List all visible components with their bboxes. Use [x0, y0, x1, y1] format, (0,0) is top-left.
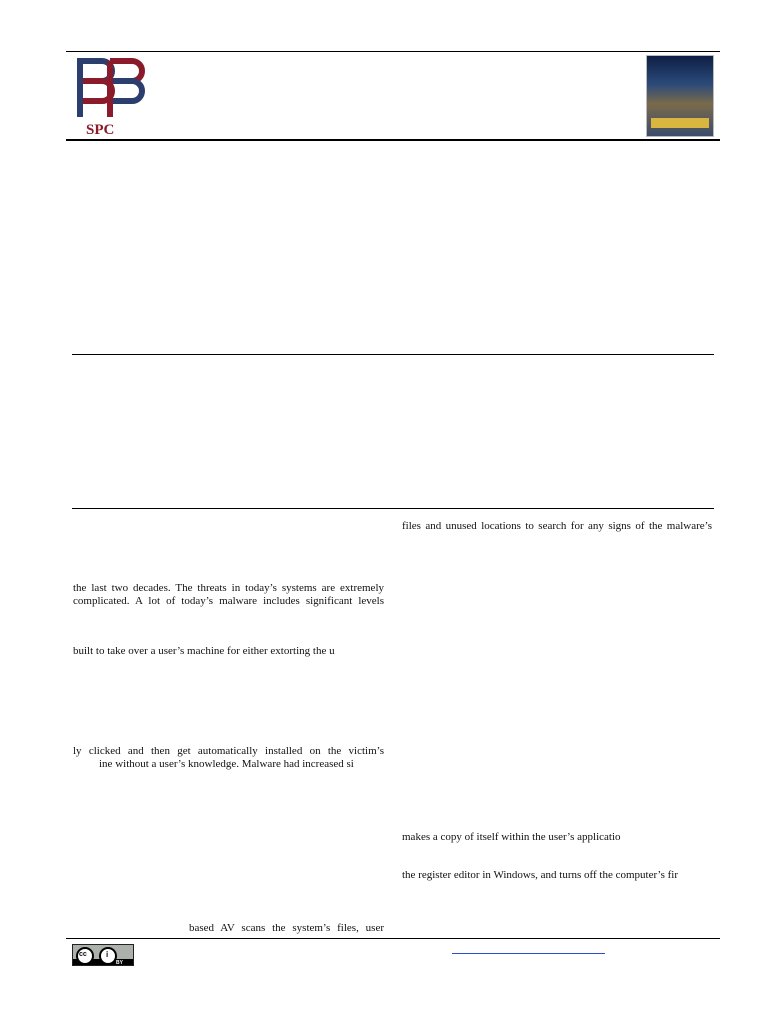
attribution-person-icon: i: [99, 947, 117, 965]
footer-link-underline[interactable]: [452, 953, 605, 954]
abstract-top-rule: [72, 354, 714, 355]
cover-title-banner: [651, 118, 709, 128]
left-line-6: based AV scans the system’s files, user: [189, 922, 384, 934]
left-line-1: the last two decades. The threats in today’s systems are extremely: [73, 582, 384, 594]
left-line-4: ly clicked and then get automatically installed on the victim’s: [73, 745, 384, 757]
cc-license-badge[interactable]: [72, 944, 134, 966]
publisher-logo: [72, 55, 148, 137]
publisher-logo-text: SPC: [86, 122, 115, 137]
left-line-5: ine without a user’s knowledge. Malware had increased si: [99, 758, 354, 770]
top-rule: [66, 51, 720, 52]
journal-cover-image: [646, 55, 714, 137]
license-by-label: BY: [116, 960, 123, 966]
abstract-bottom-rule: [72, 508, 714, 509]
cc-icon: cc: [76, 947, 94, 965]
left-line-2: complicated. A lot of today’s malware includes significant levels: [73, 595, 384, 607]
right-line-3: the register editor in Windows, and turns off the computer’s fir: [402, 869, 679, 881]
left-line-3: built to take over a user’s machine for either extorting the u: [73, 645, 335, 657]
right-line-1: files and unused locations to search for any signs of the malware’s: [402, 520, 712, 532]
footer-rule: [66, 938, 720, 939]
header-bottom-rule: [66, 139, 720, 141]
right-line-2: makes a copy of itself within the user’s applicatio: [402, 831, 621, 843]
